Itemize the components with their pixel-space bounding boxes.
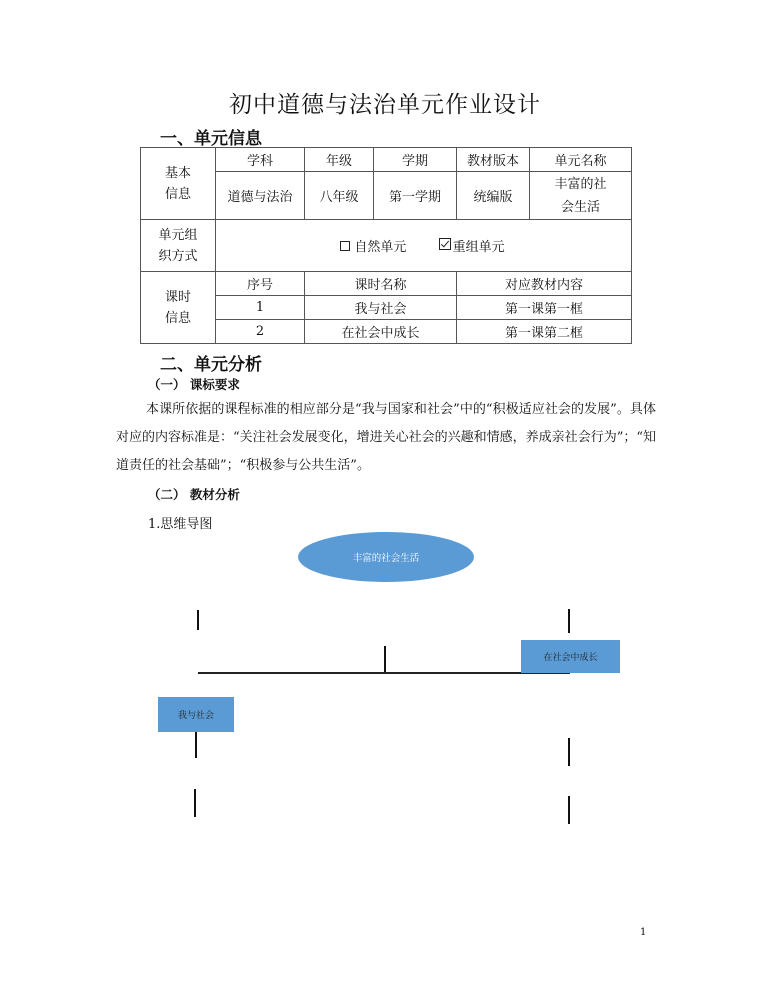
basic-info-label [141, 148, 216, 220]
org-label-text: 单元组 织方式 [158, 227, 198, 264]
value-grade: 八年级 [305, 172, 374, 220]
mindmap-node-left: 我与社会 [158, 697, 234, 732]
lesson-name: 在社会中成长 [305, 320, 457, 344]
curriculum-paragraph [116, 396, 656, 480]
value-subject: 道德与法治 [216, 172, 305, 220]
horizontal-connector [198, 672, 570, 674]
lesson-name: 我与社会 [305, 296, 457, 320]
lesson-header-content: 对应教材内容 [457, 272, 632, 296]
option-natural-label: 自然单元 [354, 240, 407, 255]
connector-line [568, 796, 570, 824]
lesson-label [141, 272, 216, 344]
page-title: 初中道德与法治单元作业设计 [229, 92, 541, 118]
section-heading-unit-info: 一、单元信息 [160, 129, 262, 149]
connector-line [194, 789, 196, 817]
subheading-curriculum: （一） 课标要求 [148, 377, 240, 392]
value-unit-name-text: 丰富的社 会生活 [554, 176, 607, 215]
subheading-textbook: （二） 教材分析 [148, 487, 240, 502]
connector-line [197, 610, 199, 630]
mindmap-node-right: 在社会中成长 [521, 640, 620, 673]
connector-line [568, 738, 570, 766]
section-heading-unit-analysis: 二、单元分析 [160, 355, 262, 375]
org-options [216, 220, 632, 272]
option-regroup[interactable] [439, 240, 505, 255]
mindmap-root-node: 丰富的社会生活 [298, 532, 474, 582]
checkbox-empty-icon[interactable] [340, 241, 350, 251]
value-unit-name [530, 172, 632, 220]
lesson-header-no: 序号 [216, 272, 305, 296]
basic-info-label-text: 基本 信息 [164, 165, 191, 202]
org-label [141, 220, 216, 272]
lesson-no: 1 [216, 296, 305, 320]
connector-line [195, 732, 197, 758]
lesson-content: 第一课第一框 [457, 296, 632, 320]
connector-line [568, 609, 570, 633]
value-textbook: 统编版 [457, 172, 530, 220]
lesson-header-name: 课时名称 [305, 272, 457, 296]
curriculum-paragraph-text: 本课所依据的课程标准的相应部分是“我与国家和社会”中的“积极适应社会的发展”。具体对应的内容标准是：“关注社会发展变化，增进关心社会的兴趣和情感，养成亲社会行为”；“知道责任的社会基础”；“积极参与公共生活”。 [116, 402, 656, 473]
option-natural[interactable] [340, 240, 410, 255]
header-semester: 学期 [374, 148, 457, 172]
connector-line [384, 646, 386, 674]
lesson-no: 2 [216, 320, 305, 344]
unit-info-table [140, 147, 632, 344]
header-subject: 学科 [216, 148, 305, 172]
lesson-label-text: 课时 信息 [164, 289, 191, 326]
page-number: 1 [640, 927, 647, 938]
value-semester: 第一学期 [374, 172, 457, 220]
lesson-content: 第一课第二框 [457, 320, 632, 344]
header-grade: 年级 [305, 148, 374, 172]
header-unit-name: 单元名称 [530, 148, 632, 172]
header-textbook: 教材版本 [457, 148, 530, 172]
checkbox-checked-icon[interactable] [439, 238, 451, 250]
item-mindmap: 1.思维导图 [148, 517, 213, 532]
option-regroup-label: 重组单元 [452, 240, 505, 255]
